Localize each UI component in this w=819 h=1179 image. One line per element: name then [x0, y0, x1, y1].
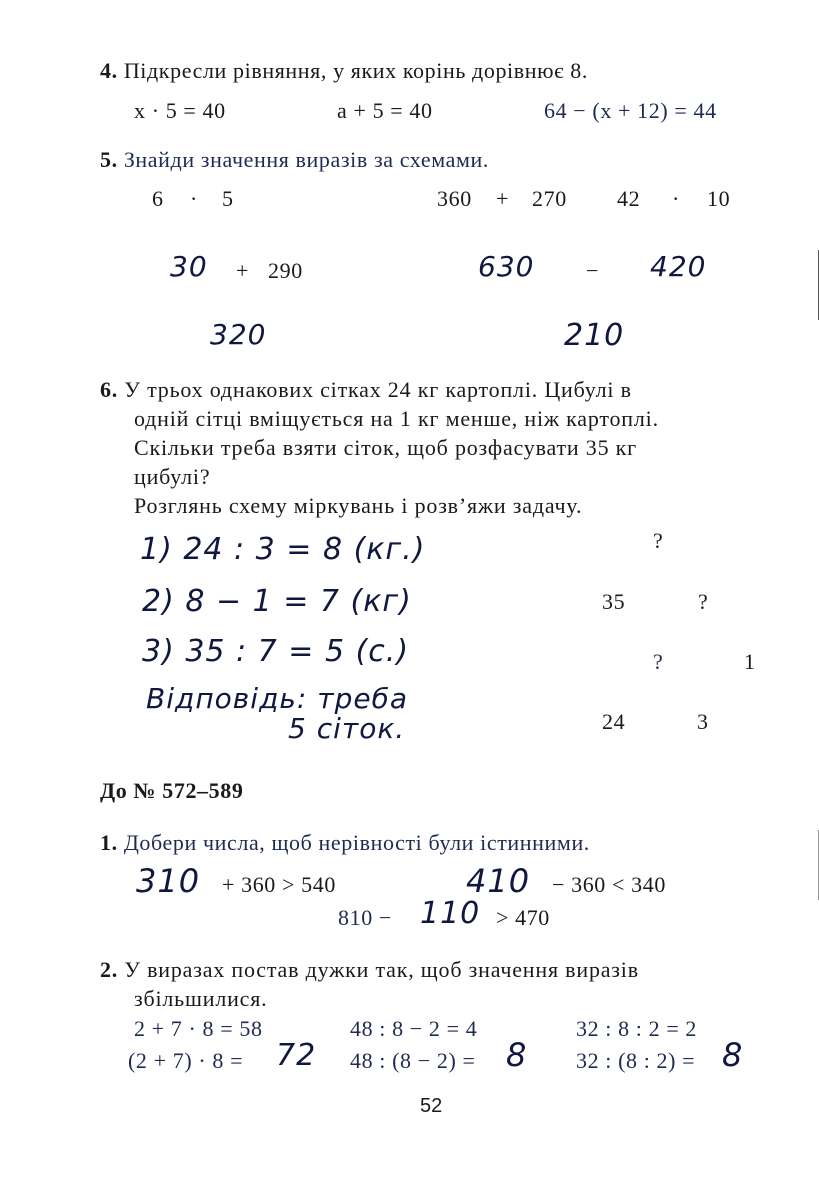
task4-equation-1: x · 5 = 40: [134, 98, 226, 123]
task4-number: 4.: [100, 58, 118, 83]
task6-line-1: 6. У трьох однакових сітках 24 кг картоплі. Цибулі в: [100, 377, 632, 402]
task2-modified-3-answer: 8: [722, 1036, 744, 1074]
task6-number: 6.: [100, 377, 119, 402]
scheme2-top-left-op: +: [496, 186, 510, 211]
scheme2-top-right-b: 10: [707, 186, 731, 211]
scheme1-top-op: ·: [190, 186, 198, 211]
task6-answer-line-1: Відповідь: треба: [146, 682, 408, 715]
task4-text: Підкресли рівняння, у яких корінь дорівнює 8.: [123, 58, 588, 83]
section-title: До № 572–589: [100, 778, 244, 803]
scheme2-mid-right-handwritten: 420: [650, 250, 707, 283]
scheme2-top-right-a: 42: [617, 186, 641, 211]
task5-heading: [100, 147, 489, 173]
scheme2-mid-op: −: [586, 258, 600, 283]
task6-solution-step-1: 1) 24 : 3 = 8 (кг.): [140, 532, 426, 567]
scheme1-mid-num: 290: [268, 258, 303, 283]
task1-text: Добери числа, щоб нерівності були істинними.: [123, 830, 590, 855]
task6-line-2: одній сітці вміщується на 1 кг менше, ніж картоплі.: [134, 406, 659, 431]
scheme2-result-handwritten: 210: [564, 318, 625, 353]
task1-number: 1.: [100, 830, 118, 855]
task6-solution-step-2: 2) 8 − 1 = 7 (кг): [142, 584, 412, 619]
task2-original-2: 48 : 8 − 2 = 4: [350, 1016, 478, 1041]
page-number: 52: [420, 1095, 443, 1117]
task6-text: [100, 375, 659, 520]
task6-line-4: цибулі?: [134, 464, 211, 489]
scheme1-mid-handwritten: 30: [170, 250, 208, 283]
ineq3-handwritten: 110: [420, 896, 481, 931]
task1-heading: [100, 830, 590, 856]
task6-scheme-q-low: ?: [653, 649, 664, 674]
task2-modified-3: 32 : (8 : 2) =: [576, 1048, 696, 1073]
task6-scheme-24: 24: [602, 709, 626, 734]
task2-original-3: 32 : 8 : 2 = 2: [576, 1016, 698, 1041]
scheme2-top-left-a: 360: [437, 186, 472, 211]
task4-equation-2: a + 5 = 40: [337, 98, 433, 123]
task6-line-5: Розглянь схему міркувань і розв’яжи задачу.: [134, 493, 583, 518]
task6-answer-line-2: 5 сіток.: [288, 712, 406, 745]
task2-modified-1: (2 + 7) · 8 =: [128, 1048, 244, 1073]
ineq3-left: 810 −: [338, 905, 392, 930]
task4-heading: [100, 58, 588, 84]
ineq3-rest: > 470: [496, 905, 550, 930]
ineq1-handwritten: 310: [136, 862, 201, 900]
ineq1-rest: + 360 > 540: [222, 872, 336, 897]
scheme2-top-left-b: 270: [532, 186, 567, 211]
task2-number: 2.: [100, 957, 119, 982]
task6-scheme-q-mid: ?: [698, 589, 709, 614]
ineq2-handwritten: 410: [466, 862, 531, 900]
scheme2-top-right-op: ·: [672, 186, 680, 211]
task6-scheme-35: 35: [602, 589, 626, 614]
scheme2-mid-left-handwritten: 630: [478, 250, 535, 283]
task6-scheme-q-top: ?: [653, 528, 664, 553]
task5-number: 5.: [100, 147, 118, 172]
task2-text: [100, 955, 639, 1013]
task2-modified-2-answer: 8: [506, 1036, 528, 1074]
task2-original-1: 2 + 7 · 8 = 58: [134, 1016, 263, 1041]
ineq2-rest: − 360 < 340: [552, 872, 666, 897]
task6-solution-step-3: 3) 35 : 7 = 5 (с.): [142, 634, 410, 669]
task2-modified-1-answer: 72: [276, 1038, 317, 1073]
task6-scheme-1: 1: [744, 649, 756, 674]
task2-modified-2: 48 : (8 − 2) =: [350, 1048, 476, 1073]
task2-line-2: збільшилися.: [134, 986, 268, 1011]
task2-line-1: 2. У виразах постав дужки так, щоб значення виразів: [100, 957, 639, 982]
scheme1-top-a: 6: [152, 186, 164, 211]
scheme1-top-b: 5: [222, 186, 234, 211]
scheme1-mid-op: +: [236, 258, 250, 283]
task6-line-3: Скільки треба взяти сіток, щоб розфасувати 35 кг: [134, 435, 637, 460]
scheme1-result-handwritten: 320: [210, 318, 267, 351]
task5-text: Знайди значення виразів за схемами.: [123, 147, 489, 172]
task4-equation-3: 64 − (x + 12) = 44: [544, 98, 717, 123]
task6-scheme-3: 3: [697, 709, 709, 734]
